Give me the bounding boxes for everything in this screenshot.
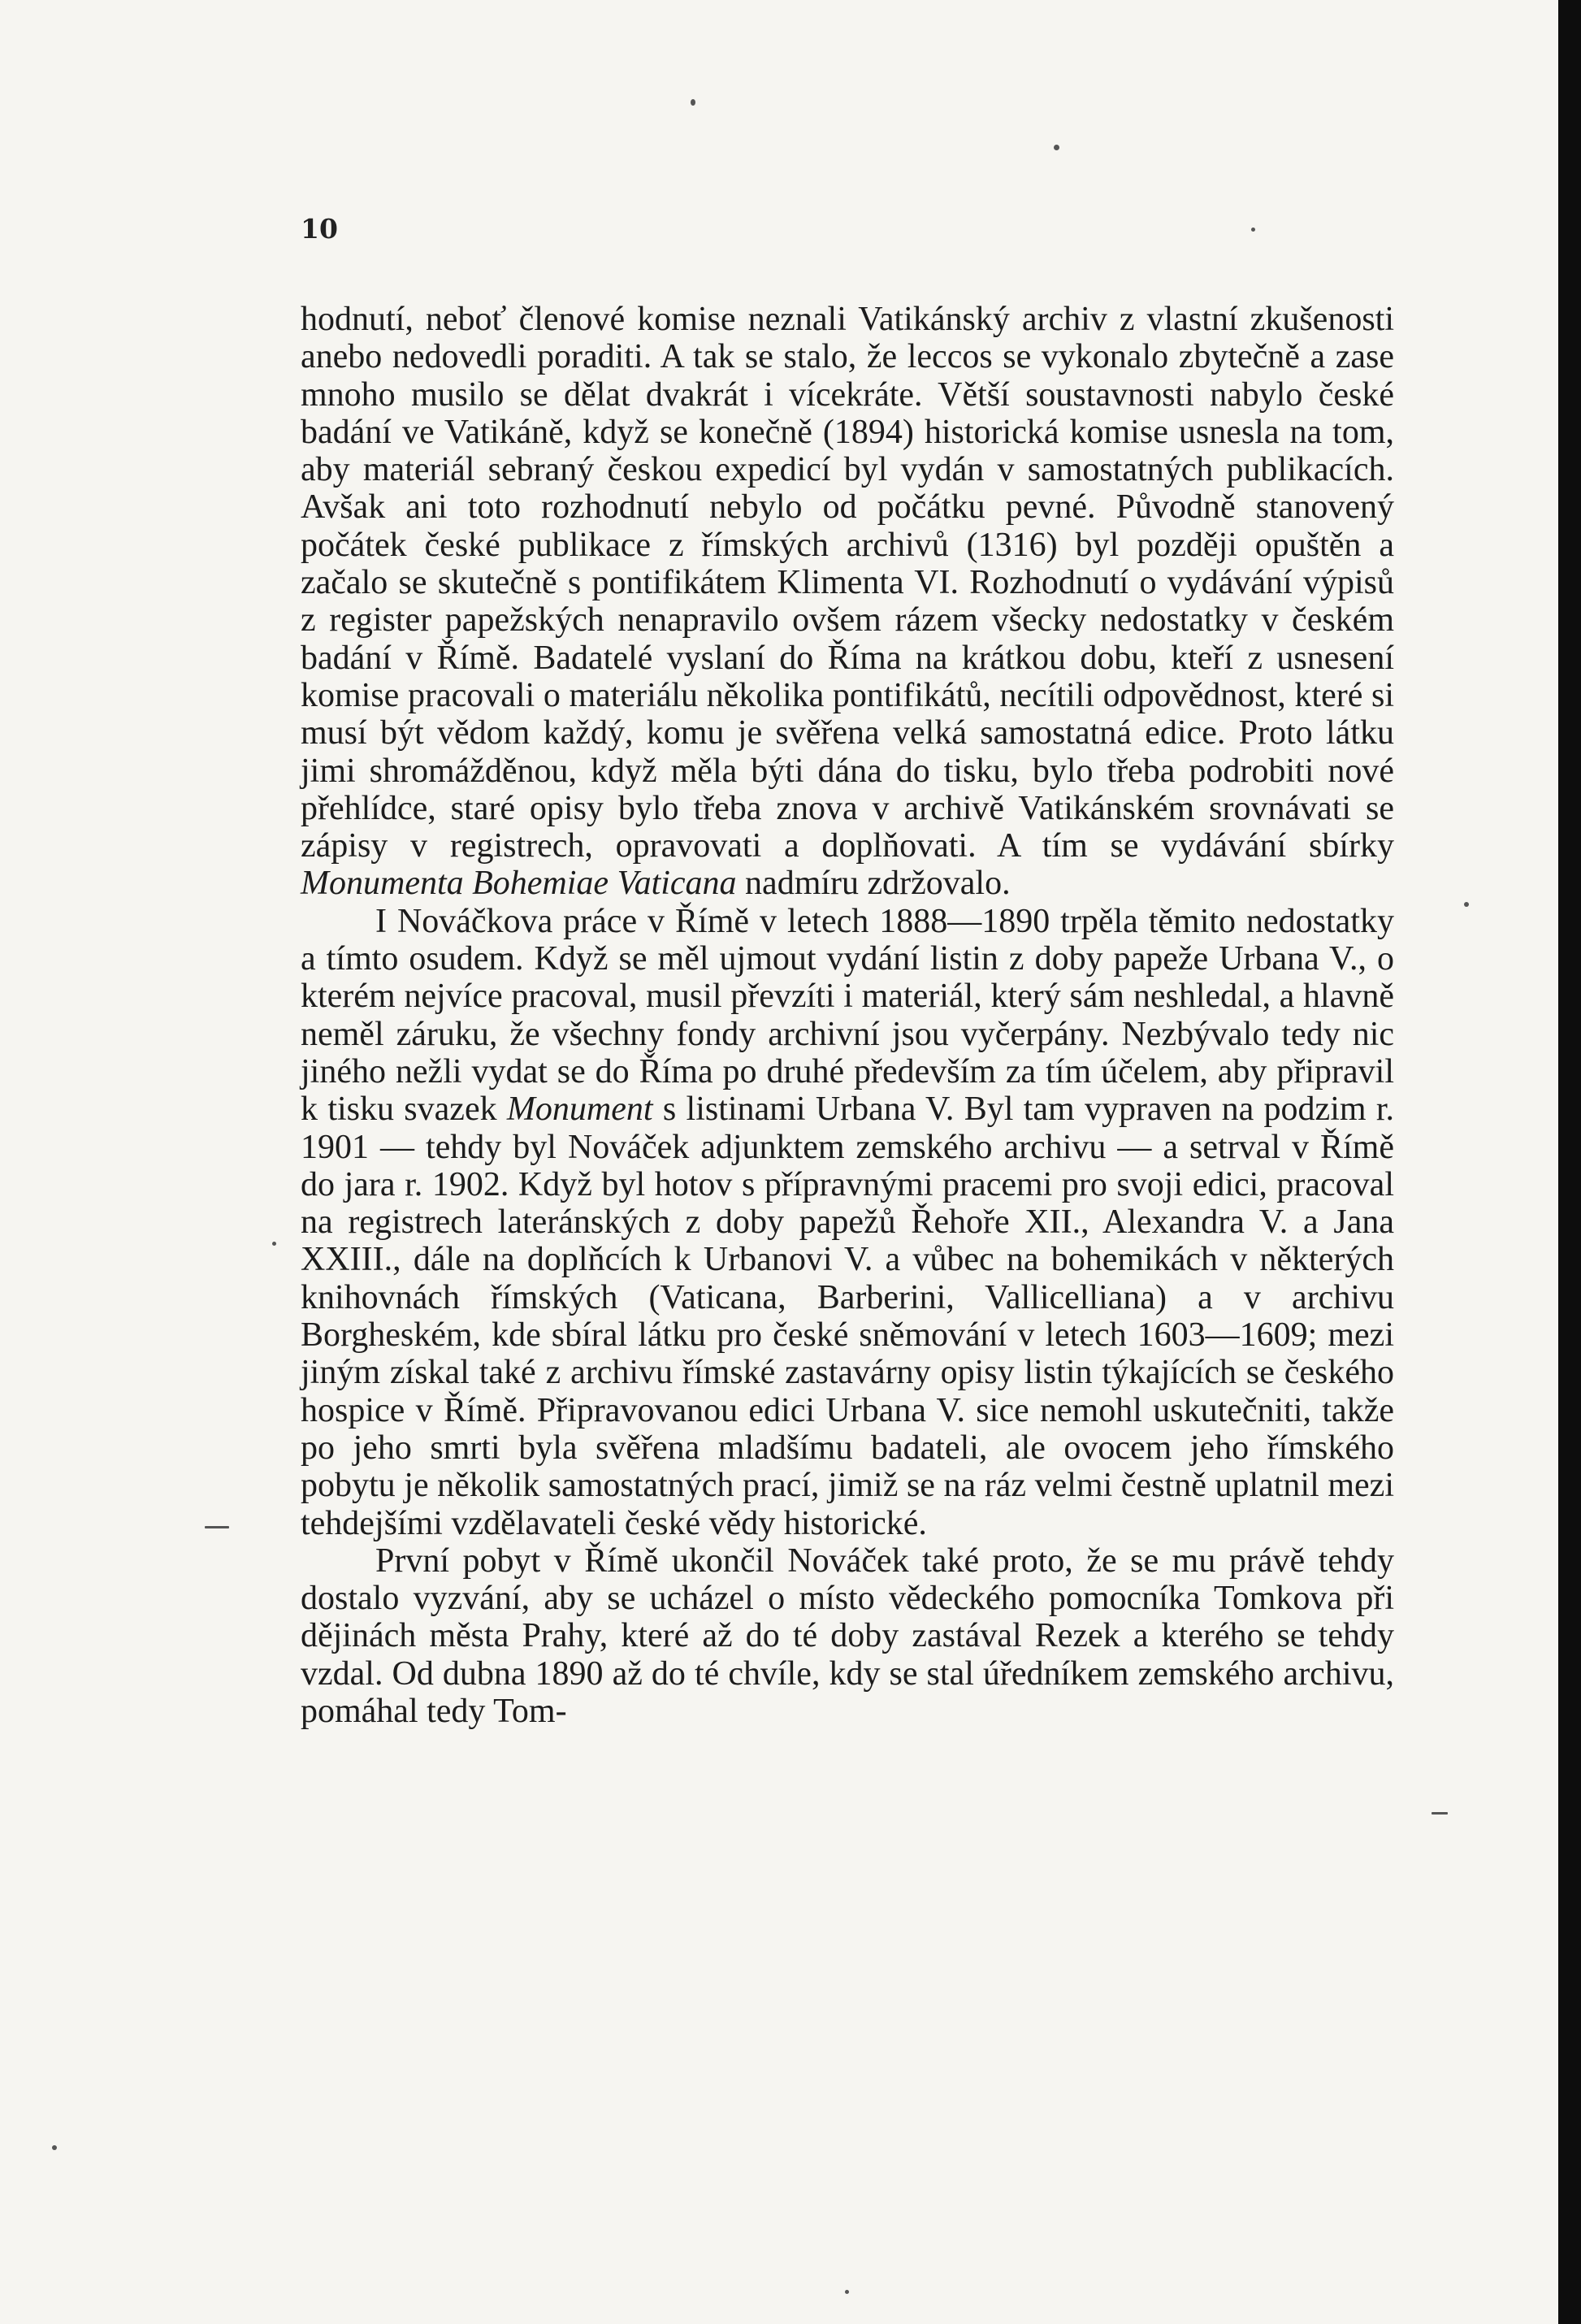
scan-speck [272,1242,276,1246]
scan-edge [1558,0,1581,2324]
paragraph-1-text-b: nadmíru zdržovalo. [736,865,1011,903]
scan-speck [52,2145,57,2150]
scan-speck [205,1526,229,1528]
paragraph-1-italic-title: Monumenta Bohemiae Vaticana [301,865,737,903]
scan-speck [1251,228,1255,232]
paragraph-1-text-a: hodnutí, neboť členové komise neznali Vatikánský archiv z vlastní zkušenosti anebo nedovedli poraditi. A tak se stalo, že leccos se vykonalo zbytečně a zase mnoho musilo se dělat dvakrát i vícekráte. Větší soustavnosti nabylo české badání ve Vatikáně, když se konečně (1894) historická komise usnesla na tom, aby materiál sebraný českou expedicí byl vydán v samostatných publikacích. Avšak ani toto rozhodnutí nebylo od počátku pevné. Původně stanovený počátek české publikace z římských archivů (1316) byl později opuštěn a začalo se skutečně s pontifikátem Klimenta VI. Rozhodnutí o vydávání výpisů z register papežských nenapravilo ovšem rázem všecky nedostatky v českém badání v Římě. Badatelé vyslaní do Říma na krátkou dobu, kteří z usnesení komise pracovali o materiálu několika pontifikátů, necítili odpovědnost, které si musí být vědom každý, komu je svěřena velká samostatná edice. Proto látku jimi shromážděnou, když měla býti dána do tisku, bylo třeba podrobiti nové přehlídce, staré opisy bylo třeba znova v archivě Vatikánském srovnávati se zápisy v registrech, opravovati a doplňovati. A tím se vydávání sbírky [301,301,1394,865]
paragraph-2-italic-title: Monument [506,1090,653,1129]
scan-speck [1464,902,1469,907]
scan-speck [1054,145,1059,150]
paragraph-1 [301,301,1394,903]
paragraph-3-text: První pobyt v Římě ukončil Nováček také proto, že se mu právě tehdy dostalo vyzvání, aby se ucházel o místo vědeckého pomocníka Tomkova při dějinách města Prahy, které až do té doby zastával Rezek a kterého se tehdy vzdal. Od dubna 1890 až do té chvíle, kdy se stal úředníkem zemského archivu, pomáhal tedy Tom- [301,1541,1394,1730]
paragraph-2-text-a: I Nováčkova práce v Římě v letech 1888—1890 trpěla těmito nedostatky a tímto osudem. Když se měl ujmout vydání listin z doby papeže Urbana V., o kterém nejvíce pracoval, musil převzíti i materiál, který sám neshledal, a hlavně neměl záruku, že všechny fondy archivní jsou vyčerpány. Nezbývalo tedy nic jiného nežli vydat se do Říma po druhé především za tím účelem, aby připravil k tisku svazek [301,902,1394,1129]
paragraph-2 [301,903,1394,1542]
scan-speck [845,2290,849,2294]
scan-speck [691,99,695,106]
paragraph-2-text-b: s listinami Urbana V. Byl tam vypraven na podzim r. 1901 — tehdy byl Nováček adjunktem zemského archivu — a setrval v Římě do jara r. 1902. Když byl hotov s přípravnými pracemi pro svoji edici, pracoval na registrech lateránských z doby papežů Řehoře XII., Alexandra V. a Jana XXIII., dále na doplňcích k Urbanovi V. a vůbec na bohemikách v některých knihovnách římských (Vaticana, Barberini, Vallicelliana) a v archivu Borgheském, kde sbíral látku pro české sněmování v letech 1603—1609; mezi jiným získal také z archivu římské zastavárny opisy listin týkajících se českého hospice v Římě. Připravovanou edici Urbana V. sice nemohl uskutečniti, takže po jeho smrti byla svěřena mladšímu badateli, ale ovocem jeho římského pobytu je několik samostatných prací, jimiž se na ráz velmi čestně uplatnil mezi tehdejšími vzdělavateli české vědy historické. [301,1090,1395,1542]
scan-speck [1432,1812,1448,1815]
paragraph-3 [301,1542,1394,1730]
page-number: 10 [301,213,338,245]
body-text [301,301,1394,1730]
